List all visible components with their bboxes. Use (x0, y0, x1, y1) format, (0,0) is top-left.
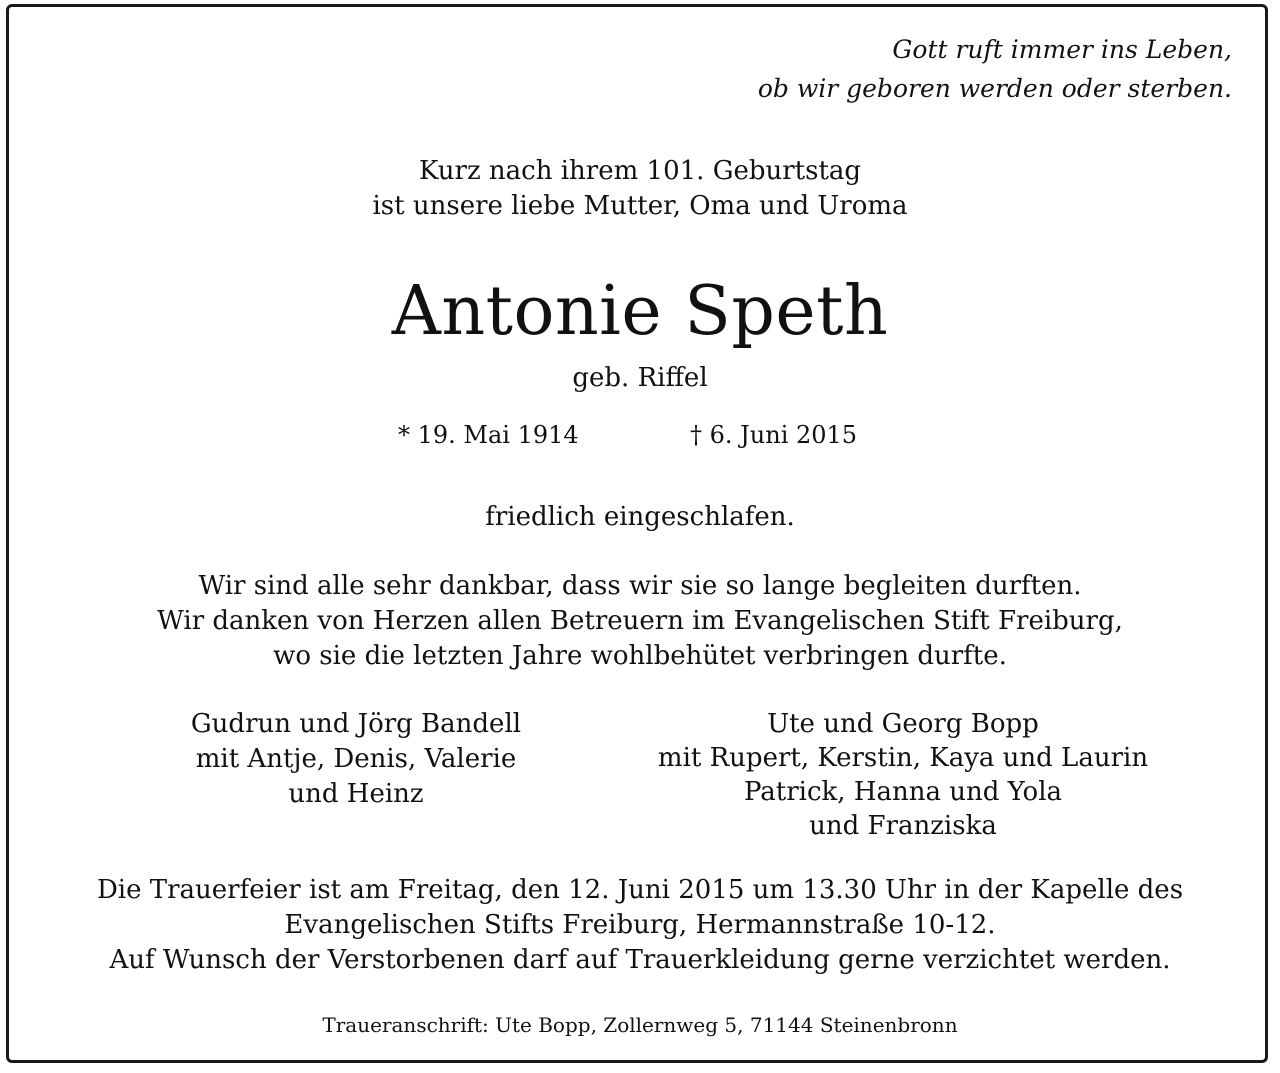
family-left-line-2: mit Antje, Denis, Valerie (195, 744, 517, 774)
birth-date: * 19. Mai 1914 (398, 421, 579, 449)
motto-line-2: ob wir geboren werden oder sterben. (757, 74, 1232, 103)
service-line-2: Evangelischen Stifts Freiburg, Hermannstraße 10-12. (284, 910, 996, 940)
thanks-line-1: Wir sind alle sehr dankbar, dass wir sie so lange begleiten durften. (198, 571, 1082, 601)
service-info (0, 873, 1280, 978)
motto-quote (758, 30, 1232, 108)
intro-line-1: Kurz nach ihrem 101. Geburtstag (418, 156, 862, 186)
passing-text: friedlich eingeschlafen. (485, 502, 795, 532)
thanks-line-3: wo sie die letzten Jahre wohlbehütet verbringen durfte. (273, 641, 1007, 671)
maiden-name: geb. Riffel (572, 363, 708, 393)
mourning-address: Traueranschrift: Ute Bopp, Zollernweg 5, 71144 Steinenbronn (322, 1013, 958, 1037)
family-right-line-1: Ute und Georg Bopp (767, 709, 1039, 739)
family-left (132, 707, 580, 812)
service-line-3: Auf Wunsch der Verstorbenen darf auf Trauerkleidung gerne verzichtet werden. (109, 945, 1171, 975)
family-left-line-1: Gudrun und Jörg Bandell (190, 709, 522, 739)
death-date: † 6. Juni 2015 (690, 421, 858, 449)
family-left-line-3: und Heinz (288, 779, 424, 809)
family-right-line-3: Patrick, Hanna und Yola (743, 777, 1063, 807)
family-right-line-4: und Franziska (809, 811, 997, 841)
thanks-text (0, 569, 1280, 674)
family-right-line-2: mit Rupert, Kerstin, Kaya und Laurin (657, 743, 1149, 773)
service-line-1: Die Trauerfeier ist am Freitag, den 12. Juni 2015 um 13.30 Uhr in der Kapelle des (96, 875, 1184, 905)
intro-line-2: ist unsere liebe Mutter, Oma und Uroma (372, 191, 908, 221)
motto-line-1: Gott ruft immer ins Leben, (892, 35, 1232, 64)
intro-text (0, 154, 1280, 224)
family-right (608, 707, 1198, 843)
deceased-name: Antonie Speth (391, 272, 889, 351)
thanks-line-2: Wir danken von Herzen allen Betreuern im Evangelischen Stift Freiburg, (157, 606, 1123, 636)
